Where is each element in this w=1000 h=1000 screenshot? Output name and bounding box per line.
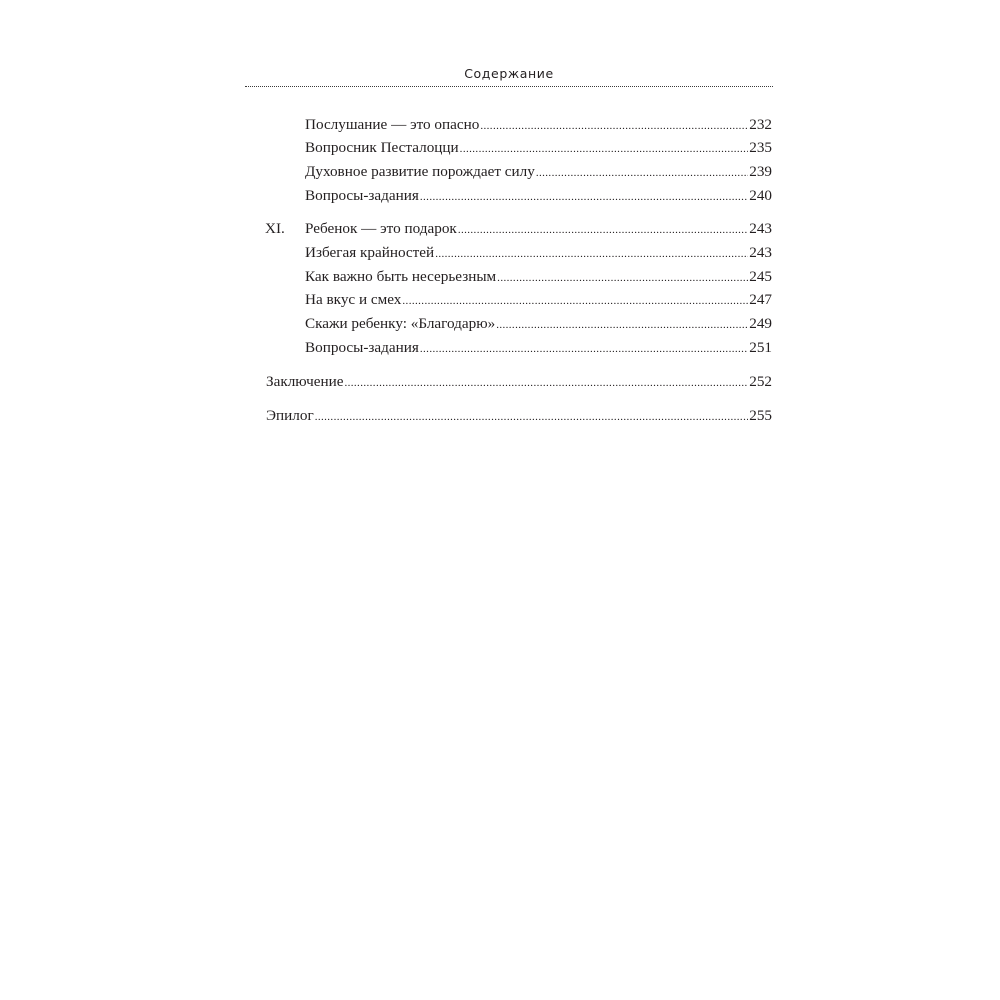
toc-entry — [305, 338, 772, 358]
toc-entry-title: Ребенок — это подарок — [305, 220, 457, 237]
toc-entry — [305, 290, 772, 310]
chapter-number: XI. — [265, 220, 285, 237]
toc-entry — [305, 115, 772, 135]
toc-entry — [305, 138, 772, 158]
toc-entry — [305, 314, 772, 334]
toc-entry-page: 243 — [749, 220, 772, 237]
toc-entry — [305, 267, 772, 287]
toc-entry-page: 239 — [749, 163, 772, 180]
toc-entry — [305, 243, 772, 263]
toc-entry-title: Скажи ребенку: «Благодарю» — [305, 315, 496, 332]
toc-entry-title: Избегая крайностей — [305, 244, 435, 261]
header-dotted-rule — [245, 86, 773, 87]
dot-leader — [480, 116, 748, 136]
toc-entry-page: 240 — [749, 187, 772, 204]
dot-leader — [420, 339, 748, 359]
toc-entry-page: 245 — [749, 268, 772, 285]
running-head: Содержание — [464, 66, 554, 81]
toc-entry-title: Как важно быть несерьезным — [305, 268, 497, 285]
dot-leader — [496, 315, 748, 335]
toc-entry — [266, 406, 772, 426]
toc-entry-title: На вкус и смех — [305, 291, 402, 308]
toc-entry — [305, 186, 772, 206]
dot-leader — [344, 373, 748, 393]
toc-entry-title: Послушание — это опасно — [305, 116, 480, 133]
toc-entry-title: Вопросы-задания — [305, 339, 419, 356]
dot-leader — [497, 268, 748, 288]
toc-entry — [266, 372, 772, 392]
dot-leader — [420, 187, 748, 207]
dot-leader — [435, 244, 748, 264]
toc-entry-title: Духовное развитие порождает силу — [305, 163, 535, 180]
dot-leader — [402, 291, 748, 311]
toc-entry-page: 243 — [749, 244, 772, 261]
toc-entry-page: 235 — [749, 139, 772, 156]
toc-entry-title: Вопросник Песталоцци — [305, 139, 459, 156]
toc-entry-page: 232 — [749, 116, 772, 133]
toc-entry-page: 255 — [749, 407, 772, 424]
toc-entry-title: Заключение — [266, 373, 344, 390]
dot-leader — [536, 163, 748, 183]
toc-chapter-entry — [265, 219, 772, 239]
dot-leader — [460, 139, 749, 159]
toc-entry-page: 251 — [749, 339, 772, 356]
toc-entry-page: 252 — [749, 373, 772, 390]
toc-entry-title: Вопросы-задания — [305, 187, 419, 204]
toc-entry-title: Эпилог — [266, 407, 314, 424]
toc-entry — [305, 162, 772, 182]
dot-leader — [458, 220, 748, 240]
dot-leader — [315, 407, 749, 427]
toc-entry-page: 249 — [749, 315, 772, 332]
toc-entry-page: 247 — [749, 291, 772, 308]
